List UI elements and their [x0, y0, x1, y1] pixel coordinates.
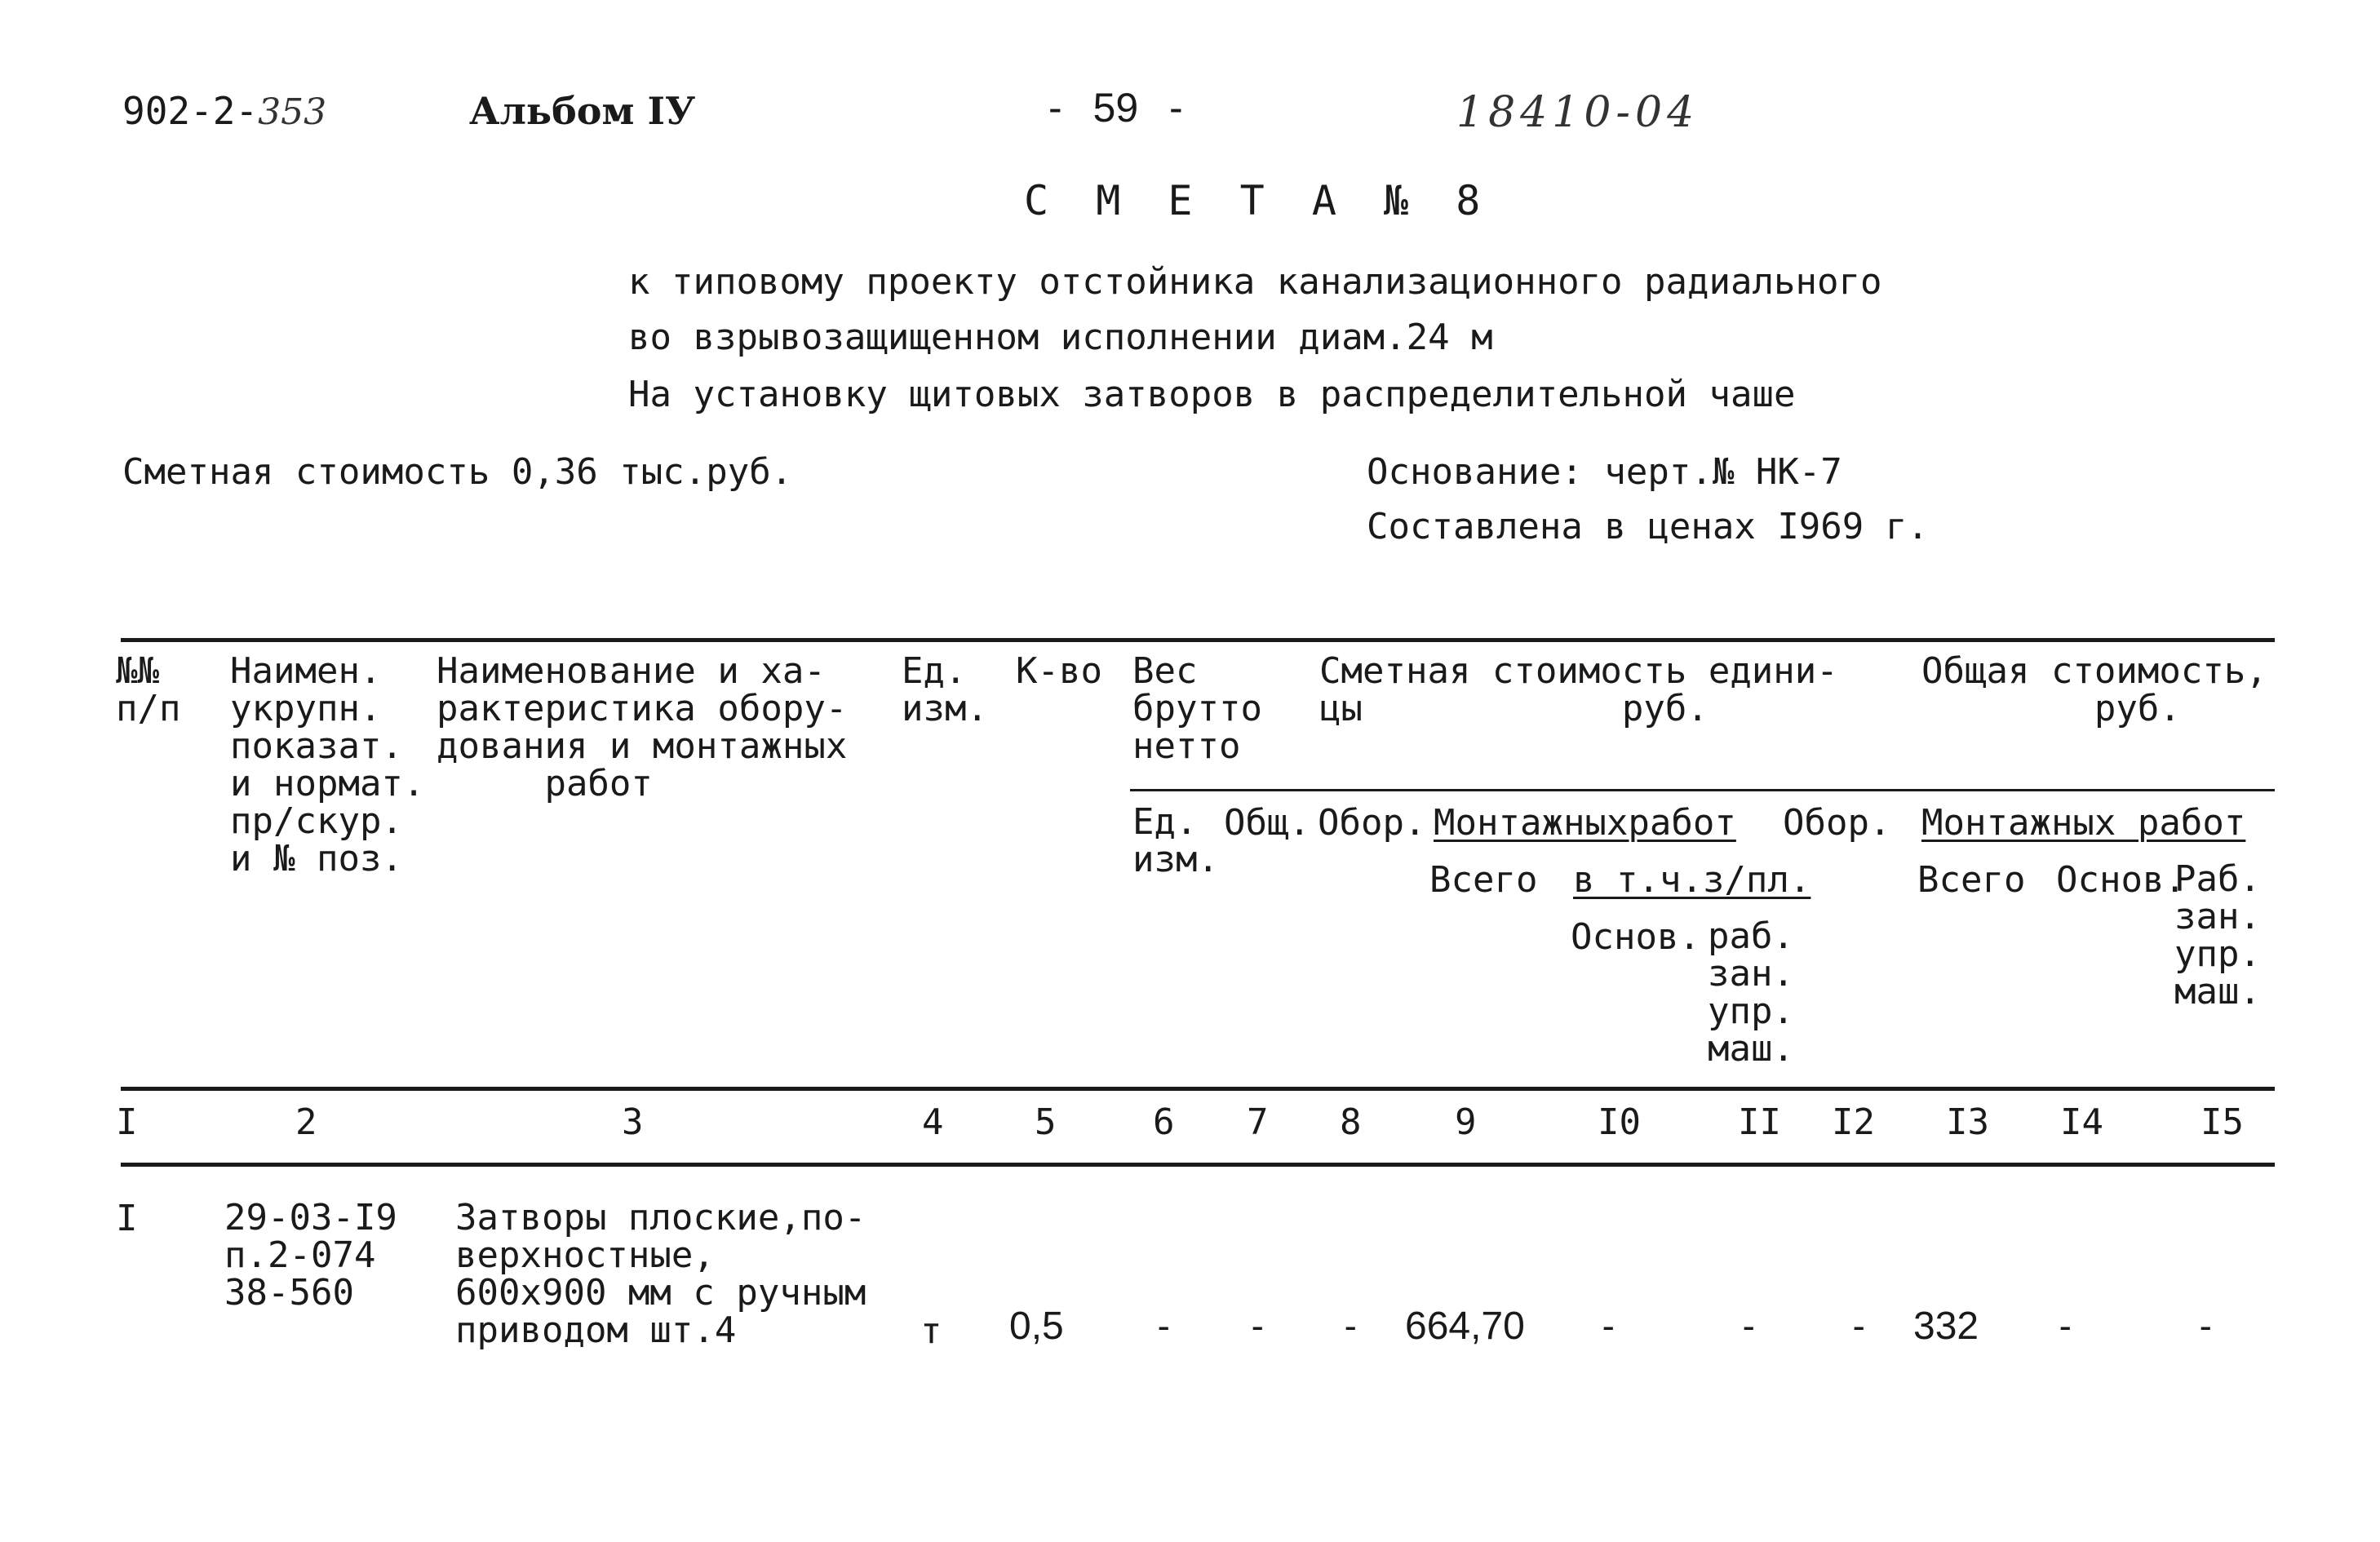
subtitle-line-1: к типовому проекту отстойника канализационного радиального [628, 261, 1882, 303]
row-qty: 0,5 [1009, 1305, 1064, 1348]
header-total-total: Всего [1917, 859, 2026, 901]
row-col7: - [1247, 1305, 1269, 1347]
header-weight-total: Общ. [1224, 802, 1310, 844]
column-number-1: I [116, 1101, 138, 1143]
basis: Основание: черт.№ НК-7 [1367, 451, 1842, 493]
page-number: - 59 - [1048, 85, 1183, 131]
column-number-10: I0 [1598, 1101, 1641, 1143]
row-col10: - [1598, 1305, 1620, 1347]
header-unit-basic: Основ. [1571, 916, 1700, 958]
handwritten-number: 18410-04 [1456, 88, 1700, 137]
column-number-14: I4 [2060, 1101, 2103, 1143]
header-total-basic: Основ. [2056, 859, 2186, 901]
document-code-printed: 902-2- [122, 89, 259, 133]
document-title: С М Е Т А № 8 [1024, 177, 1492, 224]
header-total-mounting: Монтажных работ [1921, 802, 2246, 844]
row-col14: - [2054, 1305, 2076, 1347]
column-numbers-rule [121, 1163, 2275, 1167]
header-unit-cost: Сметная стоимость едини- цы руб. [1319, 650, 1838, 729]
document-code [122, 91, 326, 132]
table-top-rule [121, 638, 2275, 642]
header-sub-rule [1130, 789, 2275, 791]
subtitle-line-2: во взрывозащищенном исполнении диам.24 м [628, 317, 1493, 358]
header-unit-machine-workers: раб. зан. упр. маш. [1708, 915, 1794, 1070]
header-weight-unit-equipment-2: Обор. [1783, 802, 1891, 844]
column-number-12: I2 [1832, 1101, 1875, 1143]
header-unit-equipment: Обор. [1318, 802, 1426, 844]
row-col12: - [1848, 1305, 1870, 1347]
column-number-8: 8 [1340, 1101, 1362, 1143]
row-col11: - [1738, 1305, 1760, 1347]
row-col13: 332 [1913, 1305, 1979, 1348]
row-number: I [116, 1198, 138, 1239]
column-number-9: 9 [1455, 1101, 1477, 1143]
header-bottom-rule [121, 1087, 2275, 1091]
column-number-7: 7 [1247, 1101, 1269, 1143]
row-name: Затворы плоские,по- верхностные, 600х900 мм с ручным приводом шт.4 [455, 1197, 866, 1351]
column-number-11: II [1738, 1101, 1781, 1143]
column-number-2: 2 [295, 1101, 317, 1143]
header-col-name: Наименование и ха- рактеристика обору- дования и монтажных работ [437, 650, 848, 804]
row-col15: - [2195, 1305, 2217, 1347]
header-col-number: №№ п/п [116, 650, 181, 729]
prices-year: Составлена в ценах I969 г. [1367, 506, 1929, 547]
column-number-6: 6 [1153, 1101, 1175, 1143]
column-number-4: 4 [922, 1101, 944, 1143]
row-unit: т [920, 1310, 942, 1352]
header-unit-total: Всего [1429, 859, 1538, 901]
column-number-3: 3 [622, 1101, 644, 1143]
header-unit-mounting: Монтажныхработ [1434, 802, 1736, 844]
row-col8: - [1340, 1305, 1362, 1347]
subtitle-line-3: На установку щитовых затворов в распределительной чаше [628, 374, 1796, 415]
album-label: Альбом IУ [469, 89, 696, 133]
column-number-15: I5 [2201, 1101, 2244, 1143]
header-unit-incl-wages: в т.ч.з/пл. [1573, 859, 1811, 901]
column-number-13: I3 [1946, 1101, 1989, 1143]
row-col9: 664,70 [1405, 1305, 1525, 1348]
row-col6: - [1153, 1305, 1175, 1347]
column-number-5: 5 [1035, 1101, 1057, 1143]
header-col-code: Наимен. укрупн. показат. и нормат. пр/скур. и № поз. [230, 650, 425, 880]
estimated-cost: Сметная стоимость 0,36 тыс.руб. [122, 451, 793, 493]
header-weight-unit: Ед. изм. [1132, 801, 1219, 880]
header-total-machine-workers: Раб. зан. упр. маш. [2174, 858, 2261, 1012]
document-code-handwritten: 353 [258, 91, 327, 133]
row-code: 29-03-I9 п.2-074 38-560 [224, 1197, 397, 1314]
header-col-qty: К-во [1016, 650, 1102, 692]
header-col-weight: Вес брутто нетто [1132, 650, 1262, 767]
header-total-cost: Общая стоимость, руб. [1921, 650, 2267, 729]
header-col-unit: Ед. изм. [902, 650, 988, 729]
